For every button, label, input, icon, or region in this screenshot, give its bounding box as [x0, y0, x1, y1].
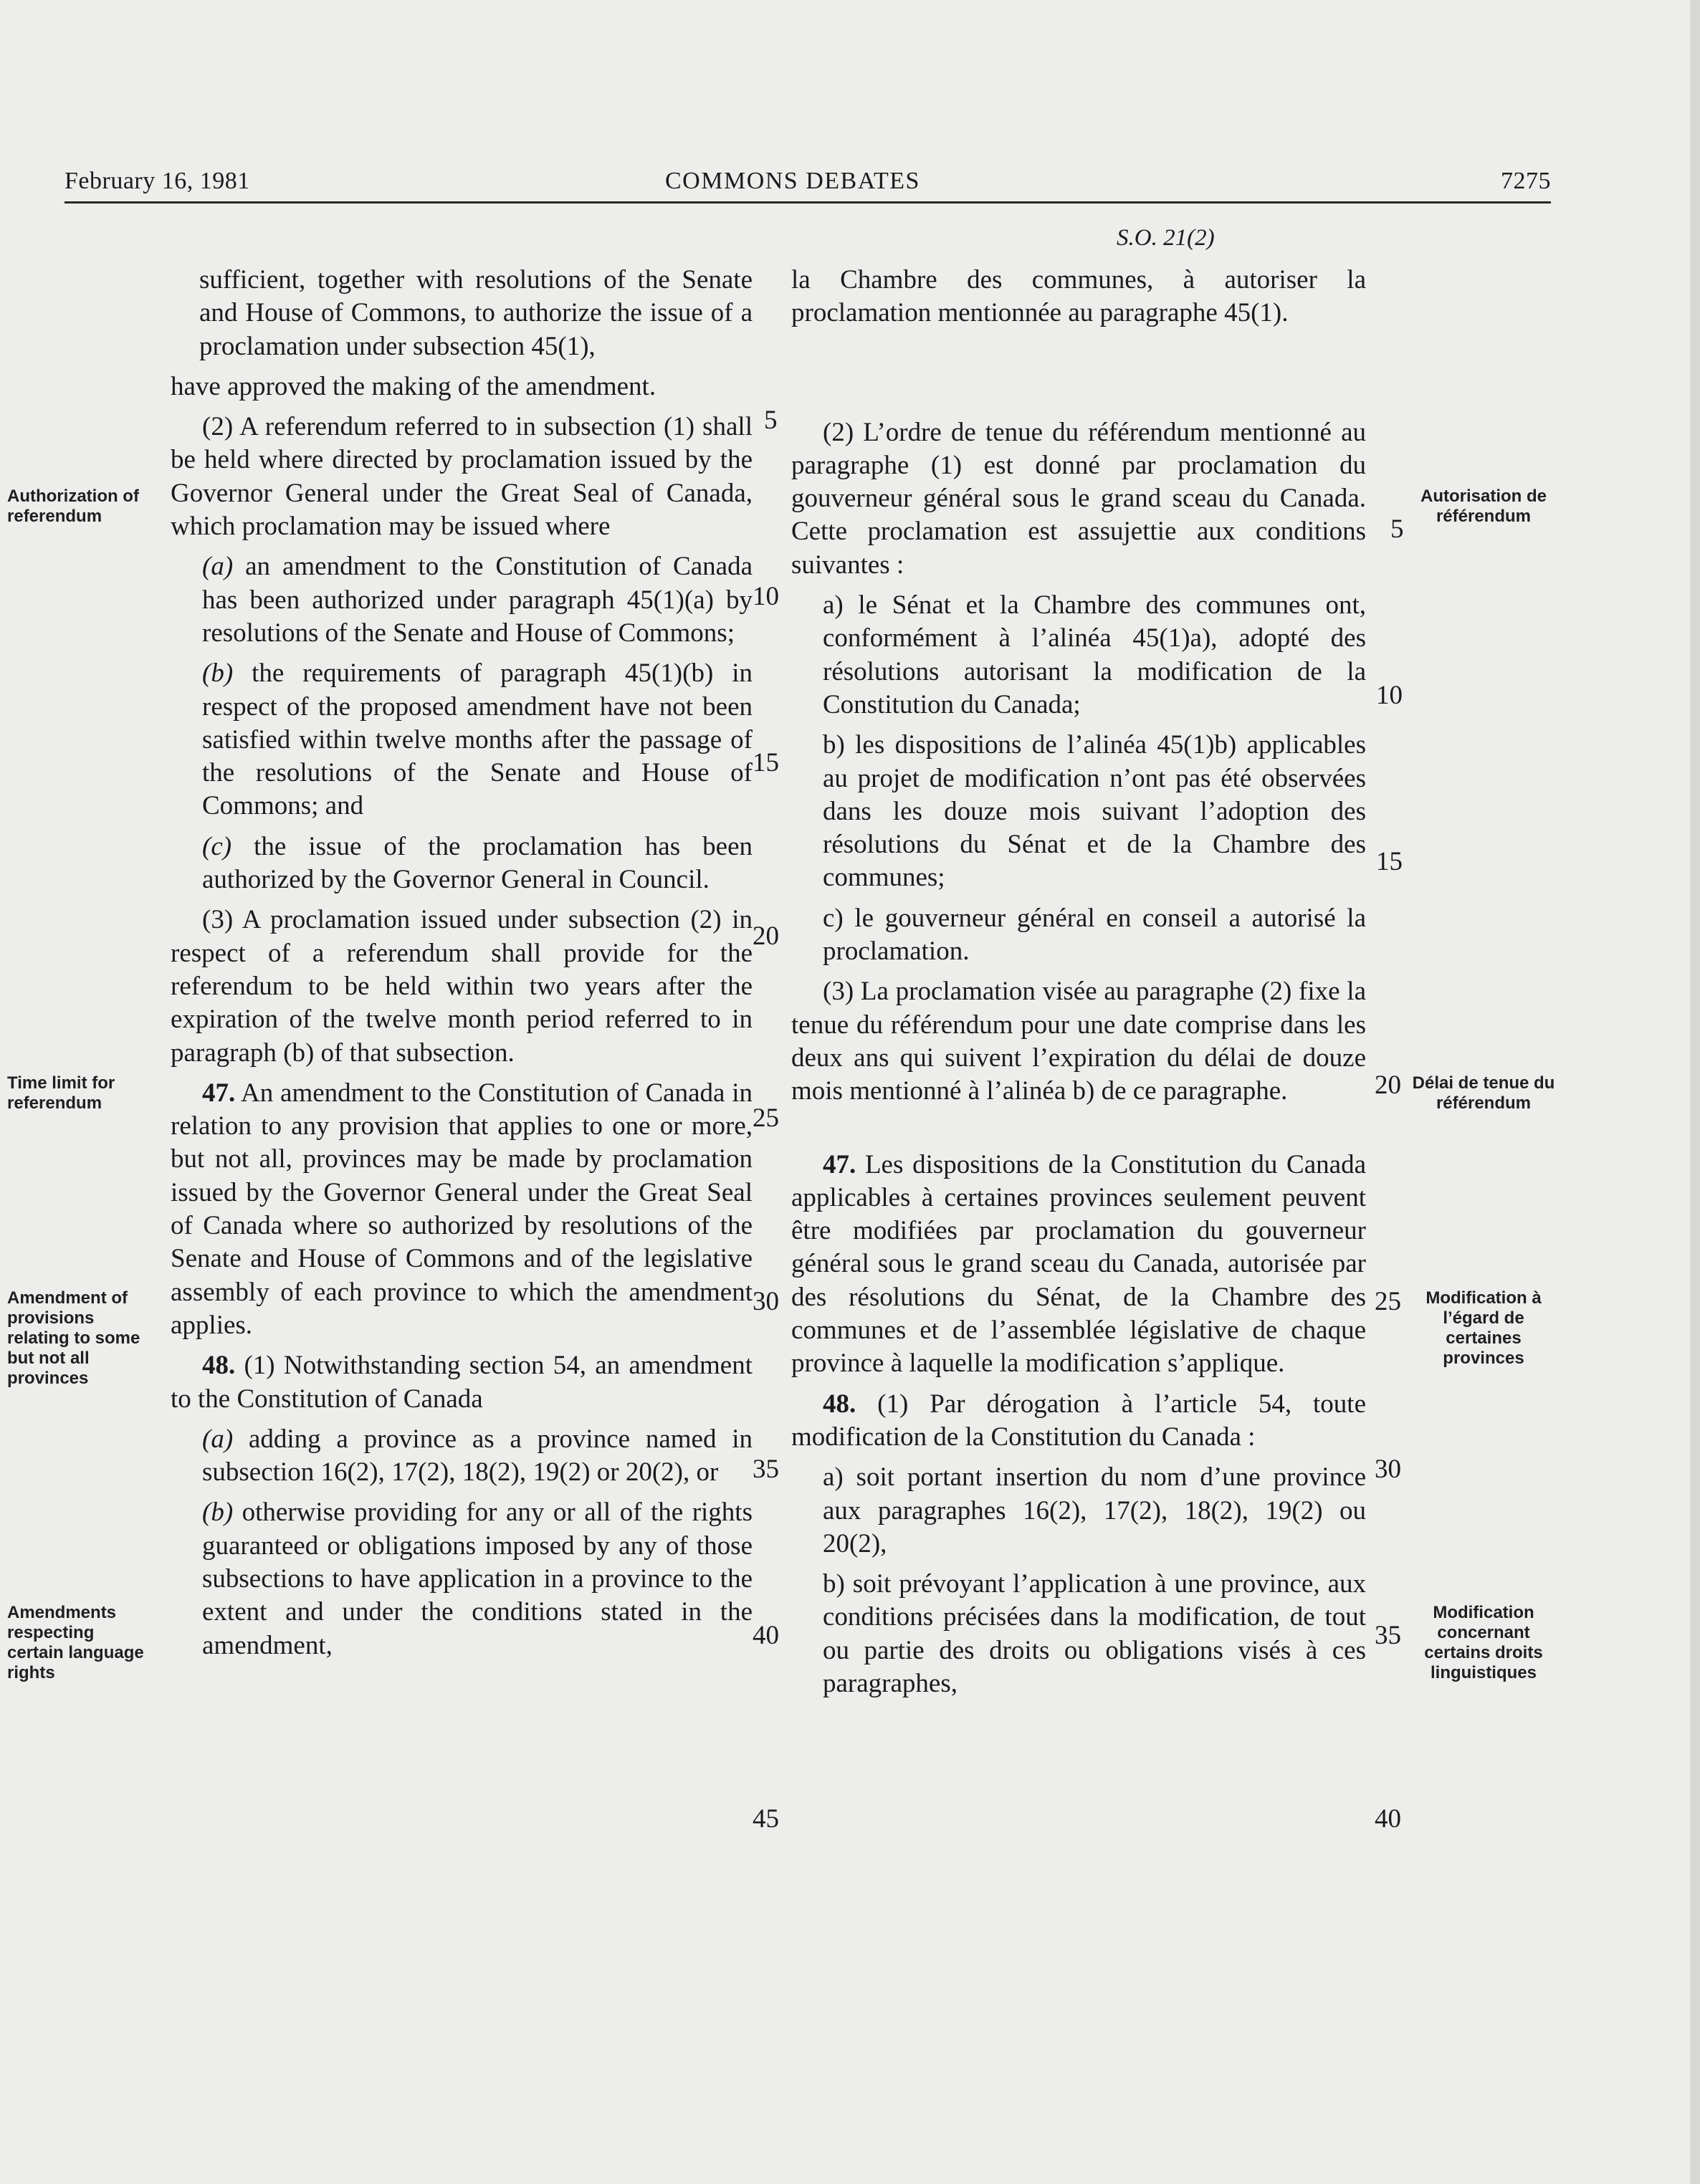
section-text: An amendment to the Constitution of Canada in relation to any provision that applies to one or more, but not all, provinces may be made by proclamation issued by the Governor General under the Great Seal of Canada where so authorized by resolutions of the Senate and House of Commons and of the legislative assembly of each province to which the amendment applies.	[171, 1078, 753, 1340]
paragraph: b) soit prévoyant l’application à une province, aux conditions précisées dans la modification, de tout ou partie des droits ou obligations visés à ces paragraphes,	[823, 1569, 1366, 1698]
paragraph	[171, 1423, 753, 1490]
paragraph	[171, 1349, 753, 1416]
header-date: February 16, 1981	[65, 168, 250, 194]
paragraph	[171, 1077, 753, 1342]
line-number: 10	[1376, 681, 1403, 710]
paragraph: (2) L’ordre de tenue du référendum mentionné au paragraphe (1) est donné par proclamation du gouverneur général sous le grand sceau du Canada. Cette proclamation est assujettie aux conditions suivantes :	[791, 417, 1366, 580]
margin-note-autorisation: Autorisation de référendum	[1420, 487, 1547, 526]
paragraph	[171, 550, 753, 650]
page-number: 7275	[1501, 168, 1551, 194]
section-number: 48.	[823, 1389, 856, 1419]
clause-text: otherwise providing for any or all of the rights guaranteed or obligations imposed by any of those subsections to have application in a province to the extent and under the conditions stated in the amendment,	[202, 1498, 753, 1660]
clause-text: the requirements of paragraph 45(1)(b) in respect of the proposed amendment have not been satisfied within twelve months after the passage of the resolutions of the Senate and House of Commons; and	[202, 658, 753, 821]
page-edge	[1690, 0, 1700, 2184]
clause-text: the issue of the proclamation has been authorized by the Governor General in Council.	[202, 831, 753, 895]
english-column	[171, 264, 753, 1662]
paragraph: la Chambre des communes, à autoriser la proclamation mentionnée au paragraphe 45(1).	[791, 265, 1366, 328]
section-text: Les dispositions de la Constitution du Canada applicables à certaines provinces seulement peuvent être modifiées par proclamation du gouverneur général sous le grand sceau du Canada, autorisée par des résolutions du Sénat, de la Chambre des communes et de l’assemblée législative de chaque province à laquelle la modification s’applique.	[791, 1149, 1366, 1379]
line-number: 30	[1375, 1455, 1401, 1484]
section-number: 48.	[202, 1351, 236, 1381]
line-number: 30	[753, 1287, 779, 1316]
header-title: COMMONS DEBATES	[665, 168, 920, 194]
paragraph: c) le gouverneur général en conseil a autorisé la proclamation.	[823, 903, 1366, 967]
section-text: (1) Notwithstanding section 54, an amendment to the Constitution of Canada	[171, 1351, 753, 1414]
line-number: 20	[753, 921, 779, 951]
line-number: 25	[753, 1103, 779, 1133]
line-number: 15	[753, 748, 779, 777]
french-column	[791, 264, 1366, 1700]
section-text: (1) Par dérogation à l’article 54, toute modification de la Constitution du Canada :	[791, 1389, 1366, 1452]
paragraph	[791, 1149, 1366, 1381]
line-number: 35	[753, 1455, 779, 1484]
header-rule	[65, 201, 1551, 203]
line-number: 10	[753, 582, 779, 611]
paragraph: a) le Sénat et la Chambre des communes ont, conformément à l’alinéa 45(1)a), adopté des résolutions autorisant la modification de la Constitution du Canada;	[823, 590, 1366, 719]
line-number: 15	[1376, 847, 1403, 876]
paragraph	[171, 1496, 753, 1662]
margin-note-amendment-provisions: Amendment of provisions relating to some but not all provinces	[7, 1288, 140, 1388]
margin-note-time-limit: Time limit for referendum	[7, 1073, 115, 1113]
paragraph: (3) A proclamation issued under subsection (2) in respect of a referendum shall provide for the referendum to be held within two years after the expiration of the twelve month period referred to in paragraph (b) of that subsection.	[171, 905, 753, 1068]
margin-note-modification: Modification à l’égard de certaines provinces	[1426, 1288, 1542, 1368]
line-number: 20	[1375, 1071, 1401, 1100]
paragraph: have approved the making of the amendment.	[171, 371, 656, 401]
paragraph	[171, 657, 753, 823]
clause-label: (b)	[202, 658, 234, 689]
line-number: 5	[1390, 514, 1404, 544]
margin-note-droits: Modification concernant certains droits linguistiques	[1424, 1603, 1543, 1682]
section-number: 47.	[823, 1149, 856, 1179]
line-number: 25	[1375, 1287, 1401, 1316]
paragraph: sufficient, together with resolutions of the Senate and House of Commons, to authorize the issue of a proclamation under subsection 45(1),	[199, 265, 753, 361]
line-number: 5	[764, 406, 778, 435]
line-number: 40	[753, 1621, 779, 1650]
paragraph: a) soit portant insertion du nom d’une province aux paragraphes 16(2), 17(2), 18(2), 19(2) ou 20(2),	[823, 1462, 1366, 1558]
paragraph: (2) A referendum referred to in subsection (1) shall be held where directed by proclamation issued by the Governor General under the Great Seal of Canada, which proclamation may be issued where	[171, 412, 753, 542]
clause-label: (a)	[202, 1424, 234, 1454]
paragraph: b) les dispositions de l’alinéa 45(1)b) applicables au projet de modification n’ont pas été observées dans les douze mois suivant l’adoption des résolutions du Sénat et de la Chambre des communes;	[823, 730, 1366, 893]
margin-note-delai: Délai de tenue du référendum	[1412, 1073, 1555, 1113]
margin-note-authorization: Authorization of referendum	[7, 487, 139, 526]
line-number: 45	[753, 1804, 779, 1834]
paragraph: (3) La proclamation visée au paragraphe (2) fixe la tenue du référendum pour une date comprise dans les deux ans qui suivent l’expiration du délai de douze mois mentionné à l’alinéa b) de ce paragraphe.	[791, 977, 1366, 1106]
line-number: 40	[1375, 1804, 1401, 1834]
standing-order-ref: S.O. 21(2)	[1117, 225, 1215, 251]
clause-text: adding a province as a province named in subsection 16(2), 17(2), 18(2), 19(2) or 20(2), or	[202, 1424, 753, 1488]
clause-label: (a)	[202, 552, 234, 582]
clause-text: an amendment to the Constitution of Canada has been authorized under paragraph 45(1)(a) by resolutions of the Senate and House of Commons;	[202, 552, 753, 648]
paragraph	[791, 1388, 1366, 1455]
clause-label: (c)	[202, 831, 232, 861]
line-number: 35	[1375, 1621, 1401, 1650]
clause-label: (b)	[202, 1498, 234, 1528]
section-number: 47.	[202, 1078, 236, 1108]
margin-note-language-rights: Amendments respecting certain language rights	[7, 1603, 144, 1682]
paragraph	[171, 830, 753, 897]
